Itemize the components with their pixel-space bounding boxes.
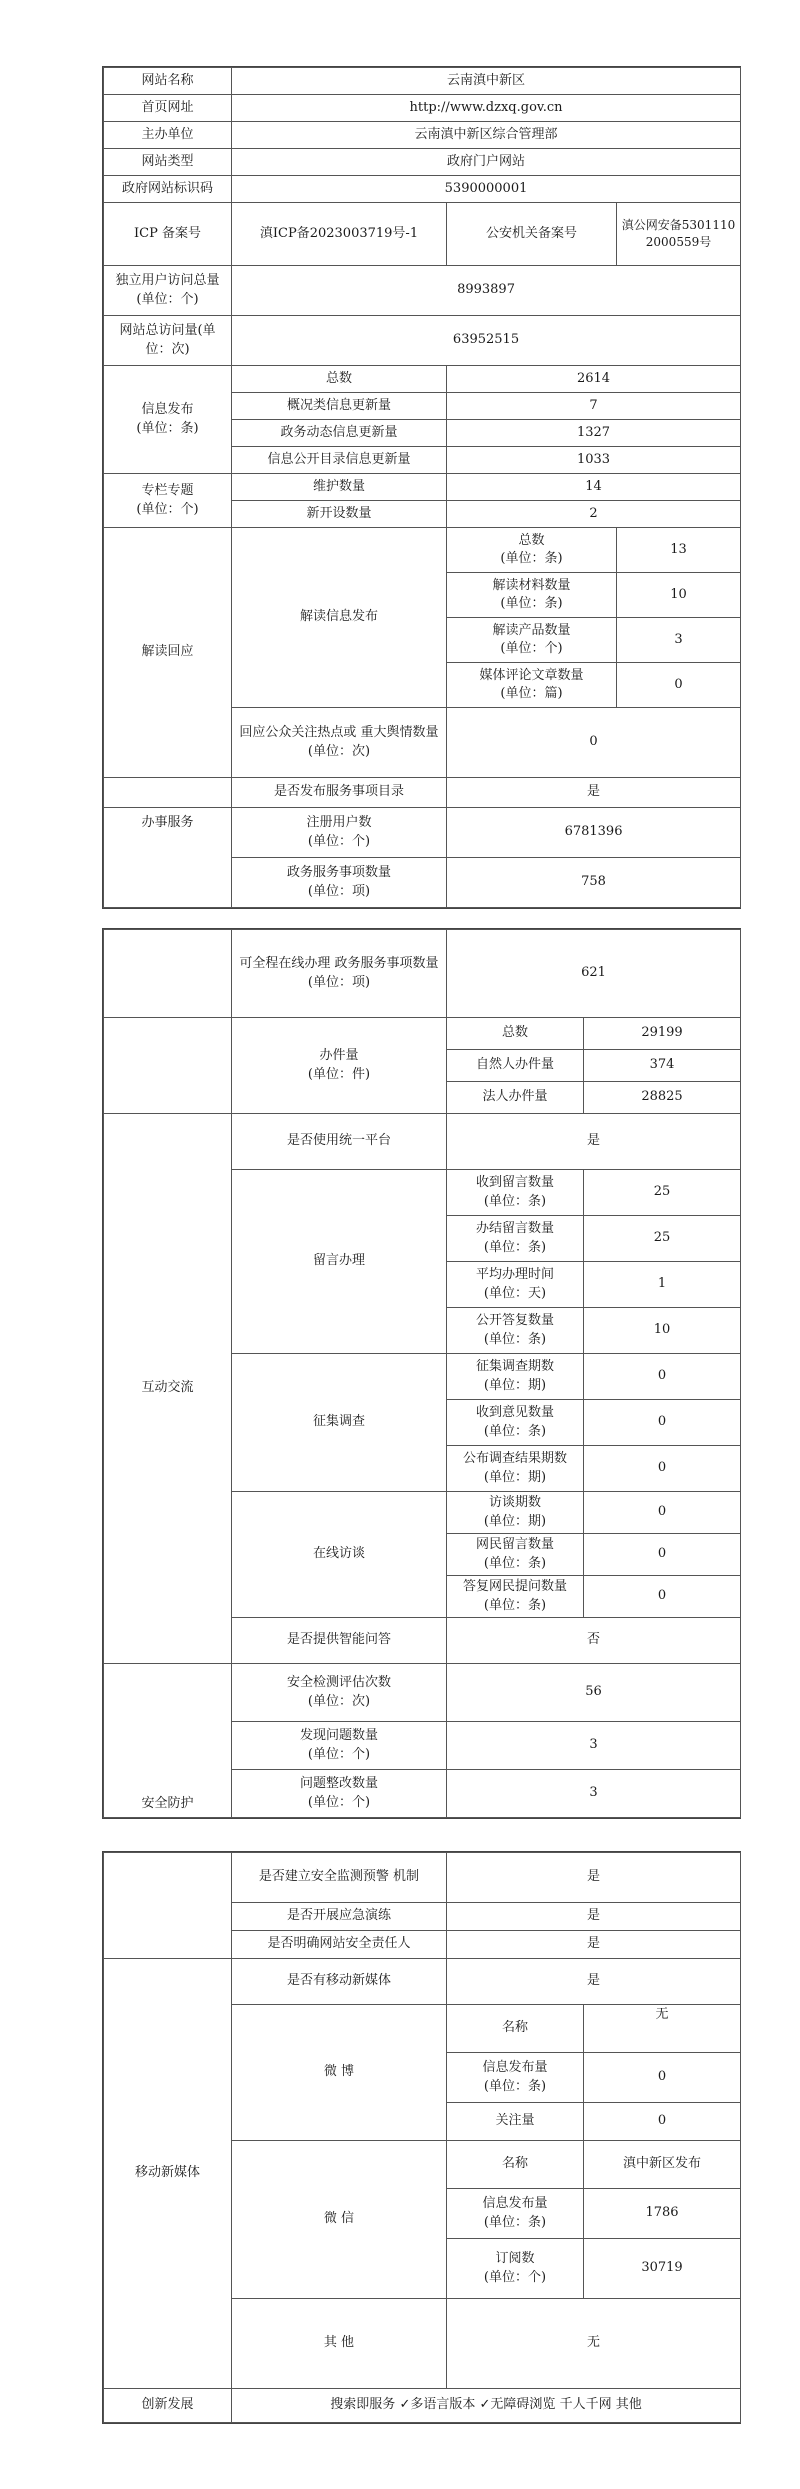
pv-value: 63952515 bbox=[232, 316, 741, 366]
online-value: 621 bbox=[447, 930, 741, 1018]
wechat-pub-value: 1786 bbox=[584, 2189, 741, 2239]
survey-num-label: 征集调查期数 (单位：期) bbox=[447, 1354, 584, 1400]
msg-done-label: 办结留言数量 (单位：条) bbox=[447, 1216, 584, 1262]
platform-label: 是否使用统一平台 bbox=[232, 1114, 447, 1170]
platform-value: 是 bbox=[447, 1114, 741, 1170]
wechat-label: 微 信 bbox=[232, 2141, 447, 2299]
check-mark-icon: ✓ bbox=[399, 2397, 411, 2413]
topic-maintain-value: 14 bbox=[447, 474, 741, 501]
weibo-follow-label: 关注量 bbox=[447, 2103, 584, 2141]
wechat-sub-value: 30719 bbox=[584, 2239, 741, 2299]
online-spacer bbox=[104, 930, 232, 1018]
msg-label: 留言办理 bbox=[232, 1170, 447, 1354]
respond-label: 回应公众关注热点或 重大舆情数量 (单位：次) bbox=[232, 708, 447, 778]
sec-found-value: 3 bbox=[447, 1722, 741, 1770]
homepage-label: 首页网址 bbox=[104, 95, 232, 122]
interview-label: 在线访谈 bbox=[232, 1492, 447, 1618]
interp-material-value: 10 bbox=[617, 573, 741, 618]
info-publish-group bbox=[104, 366, 232, 474]
info-public-value: 1033 bbox=[447, 447, 741, 474]
uv-label: 独立用户访问总量(单位：个) bbox=[104, 266, 232, 316]
weibo-name-label: 名称 bbox=[447, 2005, 584, 2053]
owner-value: 是 bbox=[447, 1931, 741, 1959]
topic-group bbox=[104, 474, 232, 528]
msg-recv-value: 25 bbox=[584, 1170, 741, 1216]
other-value: 无 bbox=[447, 2299, 741, 2389]
topic-maintain-label: 维护数量 bbox=[232, 474, 447, 501]
sec-fixed-label: 问题整改数量 (单位：个) bbox=[232, 1770, 447, 1818]
handle-total-value: 29199 bbox=[584, 1018, 741, 1050]
report-table-part-3 bbox=[102, 1851, 741, 2424]
interview-num-value: 0 bbox=[584, 1492, 741, 1534]
survey-recv-value: 0 bbox=[584, 1400, 741, 1446]
check-mark-icon: ✓ bbox=[479, 2397, 491, 2413]
report-table-part-1 bbox=[102, 66, 741, 909]
monitor-spacer bbox=[104, 1853, 232, 1959]
interp-product-value: 3 bbox=[617, 618, 741, 663]
topic-new-value: 2 bbox=[447, 501, 741, 528]
interp-media-label: 媒体评论文章数量 (单位：篇) bbox=[447, 663, 617, 708]
site-type-label: 网站类型 bbox=[104, 149, 232, 176]
msg-time-value: 1 bbox=[584, 1262, 741, 1308]
ai-label: 是否提供智能问答 bbox=[232, 1618, 447, 1664]
drill-label: 是否开展应急演练 bbox=[232, 1903, 447, 1931]
innov-thousand: 千人千网 bbox=[559, 2397, 612, 2413]
info-overview-value: 7 bbox=[447, 393, 741, 420]
survey-num-value: 0 bbox=[584, 1354, 741, 1400]
sec-fixed-value: 3 bbox=[447, 1770, 741, 1818]
report-table-part-2 bbox=[102, 928, 741, 1819]
has-mobile-label: 是否有移动新媒体 bbox=[232, 1959, 447, 2005]
online-label: 可全程在线办理 政务服务事项数量 (单位：项) bbox=[232, 930, 447, 1018]
survey-pub-value: 0 bbox=[584, 1446, 741, 1492]
sec-eval-value: 56 bbox=[447, 1664, 741, 1722]
weibo-follow-value: 0 bbox=[584, 2103, 741, 2141]
uv-value: 8993897 bbox=[232, 266, 741, 316]
interview-reply-value: 0 bbox=[584, 1576, 741, 1618]
organizer-label: 主办单位 bbox=[104, 122, 232, 149]
owner-label: 是否明确网站安全责任人 bbox=[232, 1931, 447, 1959]
mobile-label: 移动新媒体 bbox=[104, 1959, 232, 2389]
organizer-value: 云南滇中新区综合管理部 bbox=[232, 122, 741, 149]
catalog-spacer bbox=[104, 778, 232, 808]
site-code-value: 5390000001 bbox=[232, 176, 741, 203]
msg-pub-label: 公开答复数量 (单位：条) bbox=[447, 1308, 584, 1354]
respond-value: 0 bbox=[447, 708, 741, 778]
info-total-value: 2614 bbox=[447, 366, 741, 393]
topic-new-label: 新开设数量 bbox=[232, 501, 447, 528]
psb-value: 滇公网安备53011102000559号 bbox=[617, 203, 741, 266]
site-name-label: 网站名称 bbox=[104, 68, 232, 95]
interview-msg-label: 网民留言数量 (单位：条) bbox=[447, 1534, 584, 1576]
homepage-value: http://www.dzxq.gov.cn bbox=[232, 95, 741, 122]
service-label: 办事服务 bbox=[104, 808, 232, 908]
msg-pub-value: 10 bbox=[584, 1308, 741, 1354]
info-public-label: 信息公开目录信息更新量 bbox=[232, 447, 447, 474]
wechat-name-value: 滇中新区发布 bbox=[584, 2141, 741, 2189]
interview-msg-value: 0 bbox=[584, 1534, 741, 1576]
security-label: 安全防护 bbox=[104, 1664, 232, 1818]
innov-options bbox=[232, 2389, 741, 2423]
site-type-value: 政府门户网站 bbox=[232, 149, 741, 176]
interp-product-label: 解读产品数量 (单位：个) bbox=[447, 618, 617, 663]
items-label: 政务服务事项数量 (单位：项) bbox=[232, 858, 447, 908]
wechat-pub-label: 信息发布量 (单位：条) bbox=[447, 2189, 584, 2239]
monitor-label: 是否建立安全监测预警 机制 bbox=[232, 1853, 447, 1903]
other-label: 其 他 bbox=[232, 2299, 447, 2389]
icp-label: ICP 备案号 bbox=[104, 203, 232, 266]
has-mobile-value: 是 bbox=[447, 1959, 741, 2005]
monitor-value: 是 bbox=[447, 1853, 741, 1903]
innov-search: 搜索即服务 bbox=[330, 2397, 396, 2413]
weibo-name-value: 无 bbox=[584, 2005, 741, 2053]
info-dynamic-label: 政务动态信息更新量 bbox=[232, 420, 447, 447]
survey-pub-label: 公布调查结果期数 (单位：期) bbox=[447, 1446, 584, 1492]
msg-done-value: 25 bbox=[584, 1216, 741, 1262]
weibo-pub-value: 0 bbox=[584, 2053, 741, 2103]
handle-legal-value: 28825 bbox=[584, 1082, 741, 1114]
info-dynamic-value: 1327 bbox=[447, 420, 741, 447]
innov-accessibility: 无障碍浏览 bbox=[490, 2397, 556, 2413]
info-publish-unit: (单位：条) bbox=[136, 420, 199, 436]
sec-found-label: 发现问题数量 (单位：个) bbox=[232, 1722, 447, 1770]
topic-unit: (单位：个) bbox=[136, 501, 199, 517]
survey-label: 征集调查 bbox=[232, 1354, 447, 1492]
reg-label: 注册用户数 (单位：个) bbox=[232, 808, 447, 858]
weibo-label: 微 博 bbox=[232, 2005, 447, 2141]
pv-label: 网站总访问量(单位：次) bbox=[104, 316, 232, 366]
interview-num-label: 访谈期数 (单位：期) bbox=[447, 1492, 584, 1534]
catalog-label: 是否发布服务事项目录 bbox=[232, 778, 447, 808]
handle-legal-label: 法人办件量 bbox=[447, 1082, 584, 1114]
msg-recv-label: 收到留言数量 (单位：条) bbox=[447, 1170, 584, 1216]
handle-total-label: 总数 bbox=[447, 1018, 584, 1050]
survey-recv-label: 收到意见数量 (单位：条) bbox=[447, 1400, 584, 1446]
weibo-pub-label: 信息发布量 (单位：条) bbox=[447, 2053, 584, 2103]
interp-label: 解读回应 bbox=[104, 528, 232, 778]
reg-value: 6781396 bbox=[447, 808, 741, 858]
interp-total-label: 总数 (单位：条) bbox=[447, 528, 617, 573]
interp-media-value: 0 bbox=[617, 663, 741, 708]
interact-label: 互动交流 bbox=[104, 1114, 232, 1664]
interview-reply-label: 答复网民提问数量 (单位：条) bbox=[447, 1576, 584, 1618]
site-name-value: 云南滇中新区 bbox=[232, 68, 741, 95]
topic-label: 专栏专题 bbox=[141, 483, 194, 499]
site-code-label: 政府网站标识码 bbox=[104, 176, 232, 203]
handle-person-label: 自然人办件量 bbox=[447, 1050, 584, 1082]
info-total-label: 总数 bbox=[232, 366, 447, 393]
interp-publish-label: 解读信息发布 bbox=[232, 528, 447, 708]
items-value: 758 bbox=[447, 858, 741, 908]
innov-label: 创新发展 bbox=[104, 2389, 232, 2423]
icp-value: 滇ICP备2023003719号-1 bbox=[232, 203, 447, 266]
info-publish-label: 信息发布 bbox=[141, 402, 194, 418]
wechat-name-label: 名称 bbox=[447, 2141, 584, 2189]
sec-eval-label: 安全检测评估次数 (单位：次) bbox=[232, 1664, 447, 1722]
catalog-value: 是 bbox=[447, 778, 741, 808]
interp-total-value: 13 bbox=[617, 528, 741, 573]
innov-other: 其他 bbox=[615, 2397, 642, 2413]
ai-value: 否 bbox=[447, 1618, 741, 1664]
innov-multilang: 多语言版本 bbox=[410, 2397, 476, 2413]
handle-person-value: 374 bbox=[584, 1050, 741, 1082]
handle-spacer bbox=[104, 1018, 232, 1114]
handle-label: 办件量 (单位：件) bbox=[232, 1018, 447, 1114]
wechat-sub-label: 订阅数 (单位：个) bbox=[447, 2239, 584, 2299]
drill-value: 是 bbox=[447, 1903, 741, 1931]
info-overview-label: 概况类信息更新量 bbox=[232, 393, 447, 420]
psb-label: 公安机关备案号 bbox=[447, 203, 617, 266]
interp-material-label: 解读材料数量 (单位：条) bbox=[447, 573, 617, 618]
msg-time-label: 平均办理时间 (单位：天) bbox=[447, 1262, 584, 1308]
